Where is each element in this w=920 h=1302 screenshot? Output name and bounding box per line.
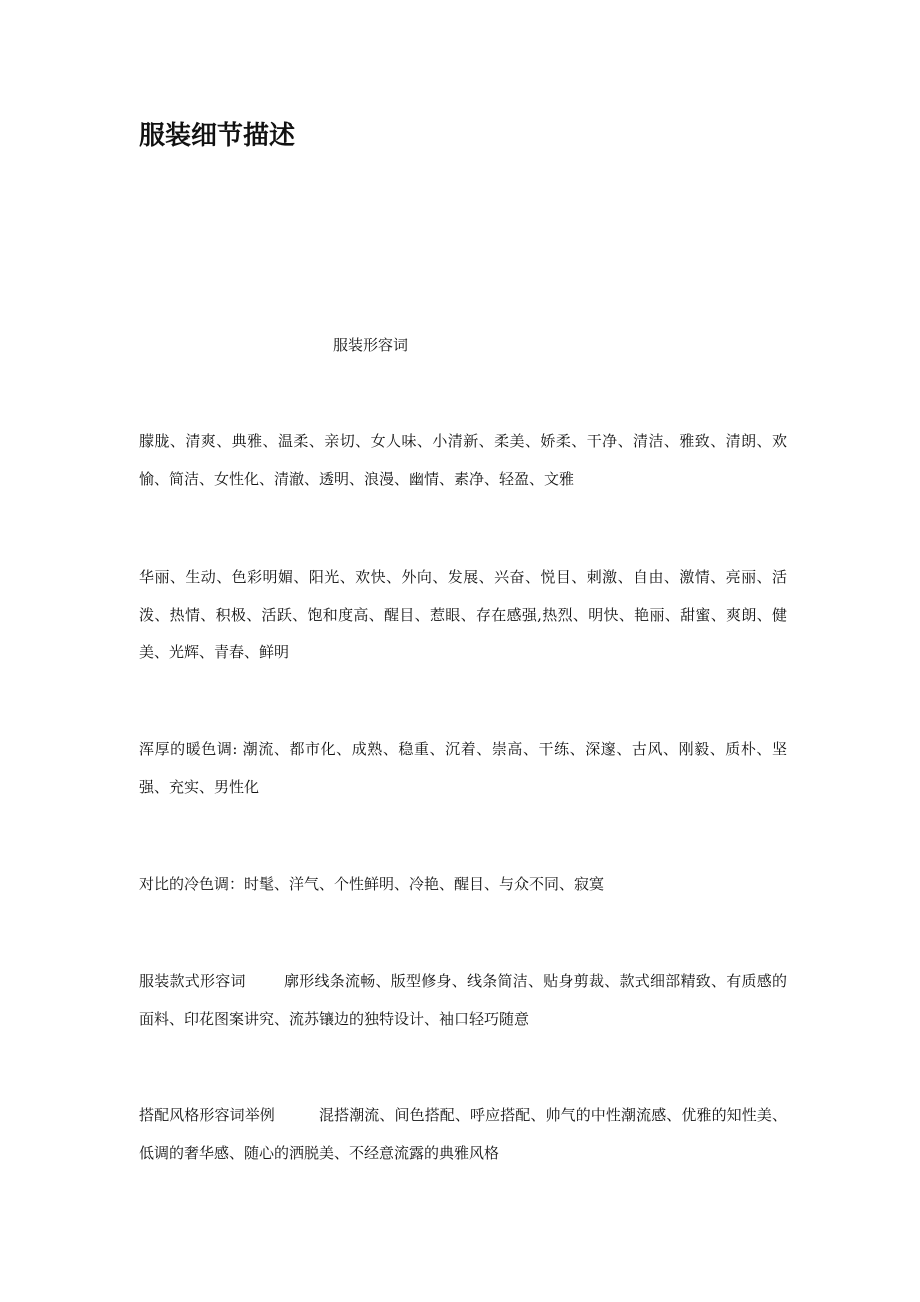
paragraph-bright-adjectives: 华丽、生动、色彩明媚、阳光、欢快、外向、发展、兴奋、悦目、刺激、自由、激情、亮丽、活泼、热情、积极、活跃、饱和度高、醒目、惹眼、存在感强,热烈、明快、艳丽、甜蜜、爽朗、健美、光辉、青春、鲜明 [139,568,787,661]
style-adjectives-label: 服装款式形容词 [139,972,246,990]
matching-style-text: 混搭潮流、间色搭配、呼应搭配、帅气的中性潮流感、优雅的知性美、低调的奢华感、随心的洒脱美、不经意流露的典雅风格 [139,1106,787,1162]
paragraph-matching-style [139,1097,787,1172]
paragraph-style-adjectives [139,963,787,1038]
page-title: 服装细节描述 [139,121,296,151]
section-subtitle: 服装形容词 [333,336,409,354]
paragraph-warm-tones: 浑厚的暖色调: 潮流、都市化、成熟、稳重、沉着、崇高、干练、深邃、古风、刚毅、质朴、坚强、充实、男性化 [139,740,787,796]
paragraph-soft-adjectives: 朦胧、清爽、典雅、温柔、亲切、女人味、小清新、柔美、娇柔、干净、清洁、雅致、清朗、欢愉、简洁、女性化、清澈、透明、浪漫、幽情、素净、轻盈、文雅 [139,432,787,488]
paragraph-cool-tones: 对比的冷色调：时髦、洋气、个性鲜明、冷艳、醒目、与众不同、寂寞 [139,875,605,893]
style-adjectives-text: 廓形线条流畅、版型修身、线条简洁、贴身剪裁、款式细部精致、有质感的面料、印花图案讲究、流苏镶边的独特设计、袖口轻巧随意 [139,972,787,1028]
matching-style-label: 搭配风格形容词举例 [139,1106,275,1124]
